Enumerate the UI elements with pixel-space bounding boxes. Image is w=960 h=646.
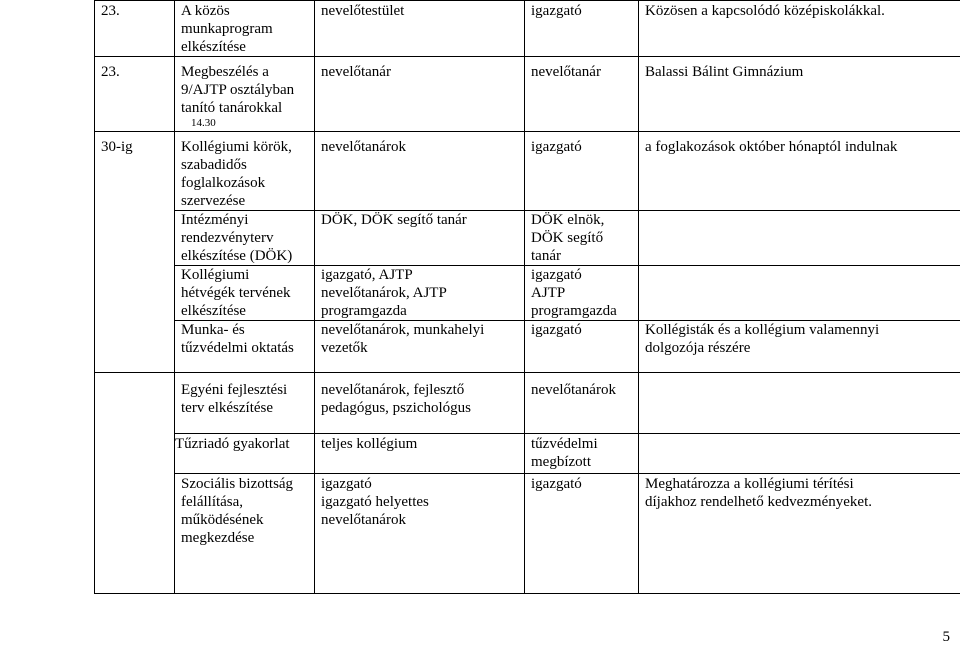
responsible-cell: nevelőtanárok, munkahelyi vezetők [315,321,525,373]
table-row [95,211,960,266]
controller-cell: igazgató [525,321,639,373]
note-cell [639,266,960,321]
date-cell: 23. [95,1,175,57]
responsible-cell: teljes kollégium [315,434,525,474]
task-cell: Egyéni fejlesztési terv elkészítése [175,373,315,434]
controller-cell: nevelőtanár [525,57,639,132]
table-row [95,474,960,594]
task-cell: Szociális bizottság felállítása, működésének megkezdése [175,474,315,594]
controller-cell: nevelőtanárok [525,373,639,434]
table-row [95,1,960,57]
task-cell: A közös munkaprogram elkészítése [175,1,315,57]
date-cell: 30-ig [95,132,175,373]
date-cell [95,373,175,594]
table-row [95,57,960,132]
note-cell [639,434,960,474]
task-cell: Kollégiumi körök, szabadidős foglalkozások szervezése [175,132,315,211]
date-cell: 23. [95,57,175,132]
responsible-cell: nevelőtanár [315,57,525,132]
controller-cell: igazgató [525,474,639,594]
table-row [95,321,960,373]
note-cell: Balassi Bálint Gimnázium [639,57,960,132]
responsible-cell: igazgató, AJTP nevelőtanárok, AJTP programgazda [315,266,525,321]
responsible-cell: nevelőtanárok [315,132,525,211]
task-cell: Intézményi rendezvényterv elkészítése (DÖK) [175,211,315,266]
note-cell: Közösen a kapcsolódó középiskolákkal. [639,1,960,57]
responsible-cell: DÖK, DÖK segítő tanár [315,211,525,266]
note-cell [639,211,960,266]
note-cell: Kollégisták és a kollégium valamennyi dolgozója részére [639,321,960,373]
note-cell [639,373,960,434]
responsible-cell: nevelőtestület [315,1,525,57]
controller-cell: DÖK elnök, DÖK segítő tanár [525,211,639,266]
table-row [95,266,960,321]
responsible-cell: igazgató igazgató helyettes nevelőtanárok [315,474,525,594]
table-row [95,373,960,434]
note-cell: a foglakozások október hónaptól indulnak [639,132,960,211]
schedule-table [94,0,960,594]
page-number: 5 [943,628,951,646]
note-cell: Meghatározza a kollégiumi térítési díjakhoz rendelhető kedvezményeket. [639,474,960,594]
controller-cell: igazgató [525,132,639,211]
task-cell: Tűzriadó gyakorlat [175,434,315,474]
controller-cell: igazgató [525,1,639,57]
responsible-cell: nevelőtanárok, fejlesztő pedagógus, pszichológus [315,373,525,434]
controller-cell: igazgató AJTP programgazda [525,266,639,321]
table-row [95,132,960,211]
task-cell: Kollégiumi hétvégék tervének elkészítése [175,266,315,321]
task-cell: Munka- és tűzvédelmi oktatás [175,321,315,373]
task-cell: Megbeszélés a 9/AJTP osztályban tanító tanárokkal 14.30 [175,57,315,132]
table-row [95,434,960,474]
controller-cell: tűzvédelmi megbízott [525,434,639,474]
